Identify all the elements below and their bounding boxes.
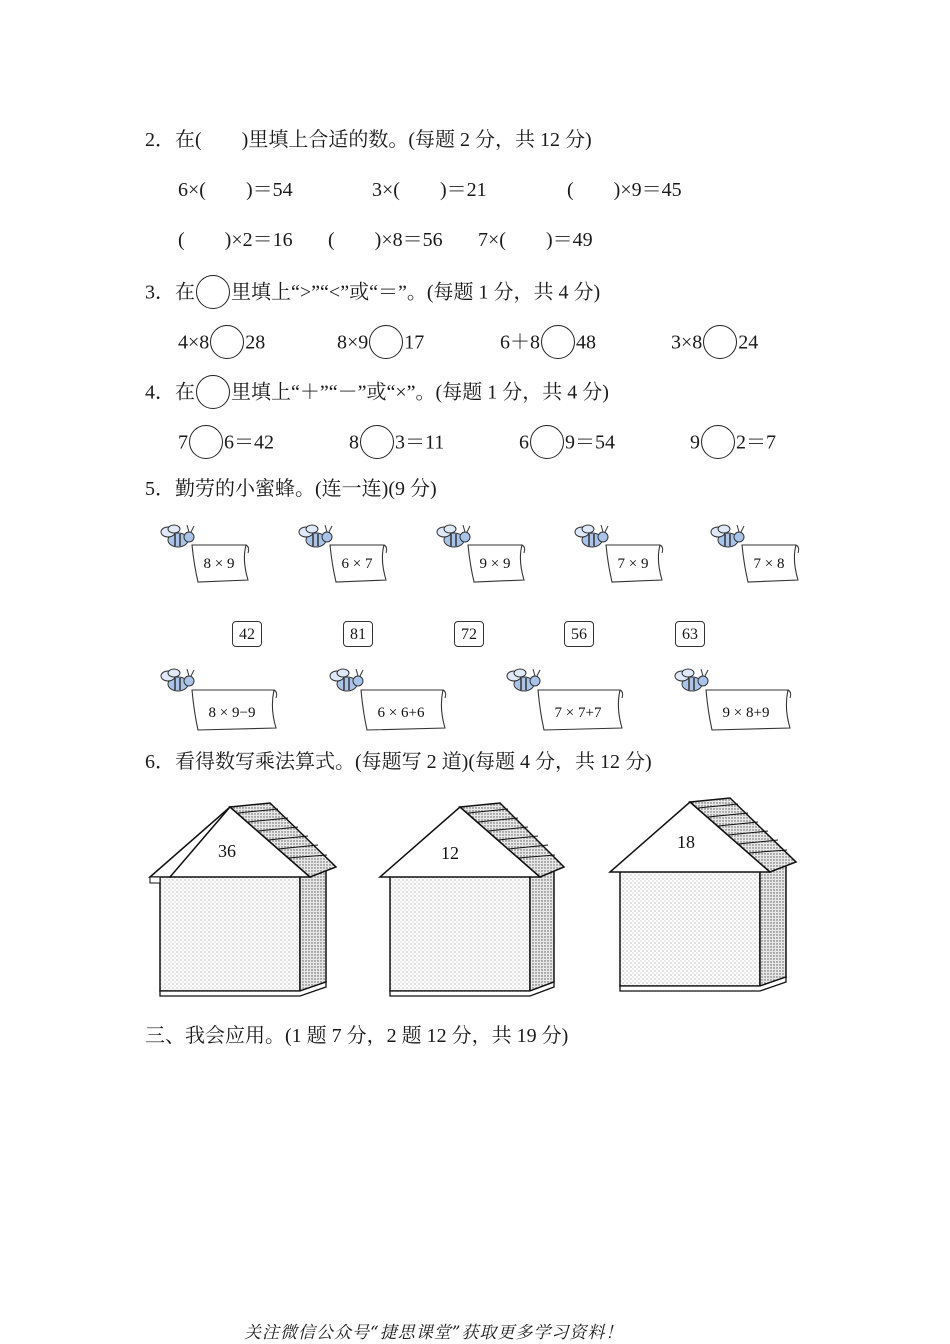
q4-left: 8 [349, 431, 359, 454]
q4-left: 9 [690, 431, 700, 454]
number-box[interactable]: 56 [564, 621, 594, 647]
answer-circle[interactable] [703, 325, 737, 359]
bee-icon [507, 669, 540, 691]
house-number: 12 [441, 843, 459, 863]
number-box[interactable]: 63 [675, 621, 705, 647]
q4-title-prefix: 4．在 [145, 381, 195, 404]
q2-item: ( )×9＝45 [567, 179, 682, 201]
card-text: 9 × 9 [479, 556, 511, 572]
bee-card[interactable] [158, 520, 253, 586]
answer-circle[interactable] [541, 325, 575, 359]
q3-item [337, 327, 424, 361]
q4-item [349, 427, 444, 461]
bee-card[interactable] [327, 664, 452, 734]
q3-left: 3×8 [671, 331, 703, 354]
q2-item: 3×( )＝21 [372, 179, 487, 201]
house-number: 36 [218, 841, 236, 861]
q6-title: 6．看得数写乘法算式。(每题写 2 道)(每题 4 分，共 12 分) [145, 751, 652, 773]
blank-circle [196, 275, 230, 309]
q2-item: 6×( )＝54 [178, 179, 293, 201]
q3-right: 17 [404, 331, 425, 354]
bee-icon [161, 525, 194, 547]
answer-circle[interactable] [360, 425, 394, 459]
house-1 [150, 803, 336, 996]
q4-right: 6＝42 [224, 431, 274, 454]
q3-right: 24 [738, 331, 759, 354]
answer-circle[interactable] [189, 425, 223, 459]
card-text: 8 × 9 [203, 556, 235, 572]
card-text: 7 × 9 [617, 556, 649, 572]
house-2 [380, 803, 564, 996]
q4-title [145, 377, 609, 411]
q4-right: 3＝11 [395, 431, 445, 454]
bee-card[interactable] [504, 664, 629, 734]
number-box[interactable]: 42 [232, 621, 262, 647]
bee-icon [299, 525, 332, 547]
q3-left: 6＋8 [500, 331, 540, 354]
q4-item [178, 427, 274, 461]
number-box[interactable]: 81 [343, 621, 373, 647]
house-3 [610, 798, 796, 991]
q3-title [145, 277, 600, 311]
footer-text: 关注微信公众号“捷思课堂”获取更多学习资料！ [244, 1323, 624, 1343]
answer-circle[interactable] [530, 425, 564, 459]
q2-item: ( )×8＝56 [328, 229, 443, 251]
q3-item [671, 327, 758, 361]
bee-icon [675, 669, 708, 691]
bee-icon [330, 669, 363, 691]
q3-right: 48 [576, 331, 596, 354]
bee-card[interactable] [158, 664, 283, 734]
q2-item: ( )×2＝16 [178, 229, 293, 251]
bee-icon [437, 525, 470, 547]
card-text: 8 × 9−9 [208, 705, 256, 721]
bee-icon [711, 525, 744, 547]
q3-item [178, 327, 265, 361]
section-3-title: 三、我会应用。(1 题 7 分，2 题 12 分，共 19 分) [145, 1025, 569, 1047]
answer-circle[interactable] [210, 325, 244, 359]
card-text: 7 × 7+7 [554, 705, 602, 721]
q4-right: 2＝7 [736, 431, 776, 454]
q2-title: 2．在( )里填上合适的数。(每题 2 分，共 12 分) [145, 129, 592, 151]
q4-item [690, 427, 776, 461]
q3-left: 4×8 [178, 331, 210, 354]
bee-icon [161, 669, 194, 691]
card-text: 7 × 8 [753, 556, 785, 572]
q2-item: 7×( )＝49 [478, 229, 593, 251]
answer-circle[interactable] [701, 425, 735, 459]
number-box[interactable]: 72 [454, 621, 484, 647]
q4-right: 9＝54 [565, 431, 615, 454]
card-text: 6 × 7 [341, 556, 373, 572]
card-text: 9 × 8+9 [722, 705, 770, 721]
q3-left: 8×9 [337, 331, 369, 354]
q5-title: 5．勤劳的小蜜蜂。(连一连)(9 分) [145, 478, 437, 500]
house-number: 18 [677, 832, 695, 852]
q4-item [519, 427, 615, 461]
bee-card[interactable] [434, 520, 529, 586]
bee-card[interactable] [572, 520, 667, 586]
houses-figure [140, 795, 820, 1005]
q3-item [500, 327, 596, 361]
q4-title-suffix: 里填上“＋”“－”或“×”。(每题 1 分，共 4 分) [231, 381, 609, 404]
bee-card[interactable] [672, 664, 797, 734]
q3-right: 28 [245, 331, 266, 354]
bee-card[interactable] [708, 520, 803, 586]
answer-circle[interactable] [369, 325, 403, 359]
blank-circle [196, 375, 230, 409]
q4-left: 7 [178, 431, 188, 454]
card-text: 6 × 6+6 [377, 705, 425, 721]
q3-title-prefix: 3．在 [145, 281, 195, 304]
bee-card[interactable] [296, 520, 391, 586]
bee-icon [575, 525, 608, 547]
q3-title-suffix: 里填上“>”“<”或“＝”。(每题 1 分，共 4 分) [231, 281, 601, 304]
q4-left: 6 [519, 431, 529, 454]
